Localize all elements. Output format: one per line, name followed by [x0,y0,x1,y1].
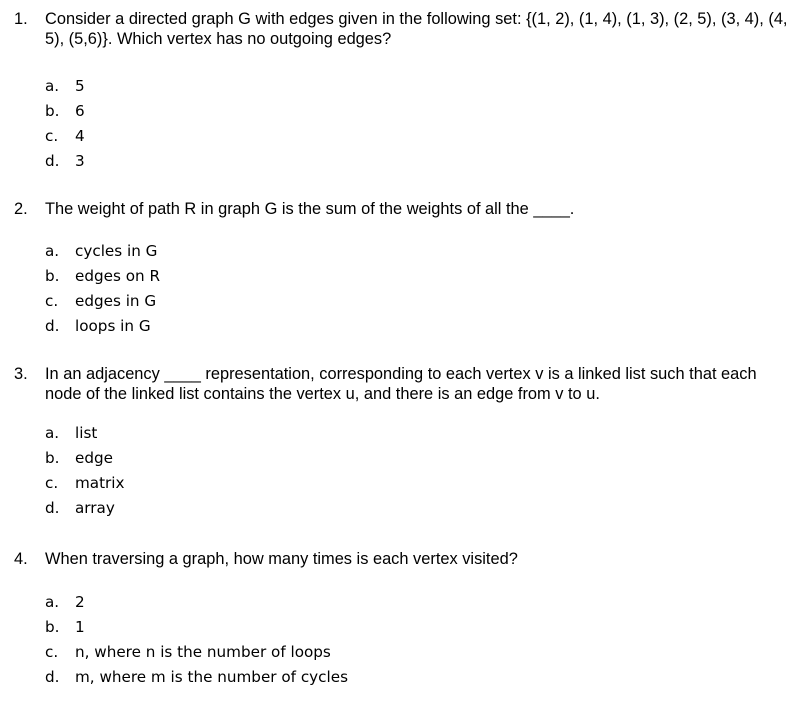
option-text: edges in G [75,292,157,310]
option-a [0,590,780,615]
option-text: matrix [75,474,125,492]
option-letter: d. [45,499,60,517]
question-text: In an adjacency ____ representation, corresponding to each vertex v is a linked list such that each node of the linked list contains the vertex u, and there is an edge from v to u. [45,365,757,403]
question-3 [0,364,801,517]
option-text: loops in G [75,317,151,335]
option-d [0,314,780,339]
option-text: edges on R [75,267,161,285]
question-stem [0,549,801,569]
option-text: list [75,424,98,442]
question-2 [0,199,801,335]
option-letter: c. [45,292,59,310]
question-number: 1. [14,10,28,28]
option-letter: b. [45,267,60,285]
question-number: 2. [14,200,28,218]
option-d [0,665,780,690]
question-stem [0,199,801,219]
option-letter: d. [45,668,60,686]
option-b [0,615,780,640]
option-text: cycles in G [75,242,158,260]
question-text: Consider a directed graph G with edges given in the following set: {(1, 2), (1, 4), (1, 3), (2, 5), (3, 4), (4, 5), (5,6)}. Which vertex has no outgoing edges? [45,10,788,48]
option-letter: b. [45,618,60,636]
option-text: array [75,499,115,517]
option-c [0,640,780,665]
option-letter: a. [45,593,60,611]
option-a [0,239,780,264]
question-1 [0,9,801,170]
option-d [0,496,780,521]
option-text: 3 [75,152,85,170]
option-a [0,421,780,446]
option-text: m, where m is the number of cycles [75,668,348,686]
option-text: 5 [75,77,85,95]
option-text: 4 [75,127,85,145]
question-4 [0,549,801,686]
option-text: 6 [75,102,85,120]
option-text: edge [75,449,113,467]
question-stem [0,9,801,49]
option-letter: a. [45,77,60,95]
option-letter: b. [45,449,60,467]
question-text: The weight of path R in graph G is the sum of the weights of all the ____. [45,200,575,218]
option-text: 1 [75,618,85,636]
option-letter: c. [45,127,59,145]
question-number: 3. [14,365,28,383]
option-letter: a. [45,424,60,442]
option-letter: d. [45,317,60,335]
option-b [0,446,780,471]
option-letter: c. [45,643,59,661]
option-text: n, where n is the number of loops [75,643,331,661]
option-b [0,99,780,124]
option-letter: c. [45,474,59,492]
option-c [0,289,780,314]
option-letter: d. [45,152,60,170]
question-stem [0,364,801,404]
option-letter: b. [45,102,60,120]
option-text: 2 [75,593,85,611]
question-text: When traversing a graph, how many times is each vertex visited? [45,550,518,568]
option-letter: a. [45,242,60,260]
option-b [0,264,780,289]
option-a [0,74,780,99]
option-c [0,124,780,149]
option-c [0,471,780,496]
option-d [0,149,780,174]
question-number: 4. [14,550,28,568]
